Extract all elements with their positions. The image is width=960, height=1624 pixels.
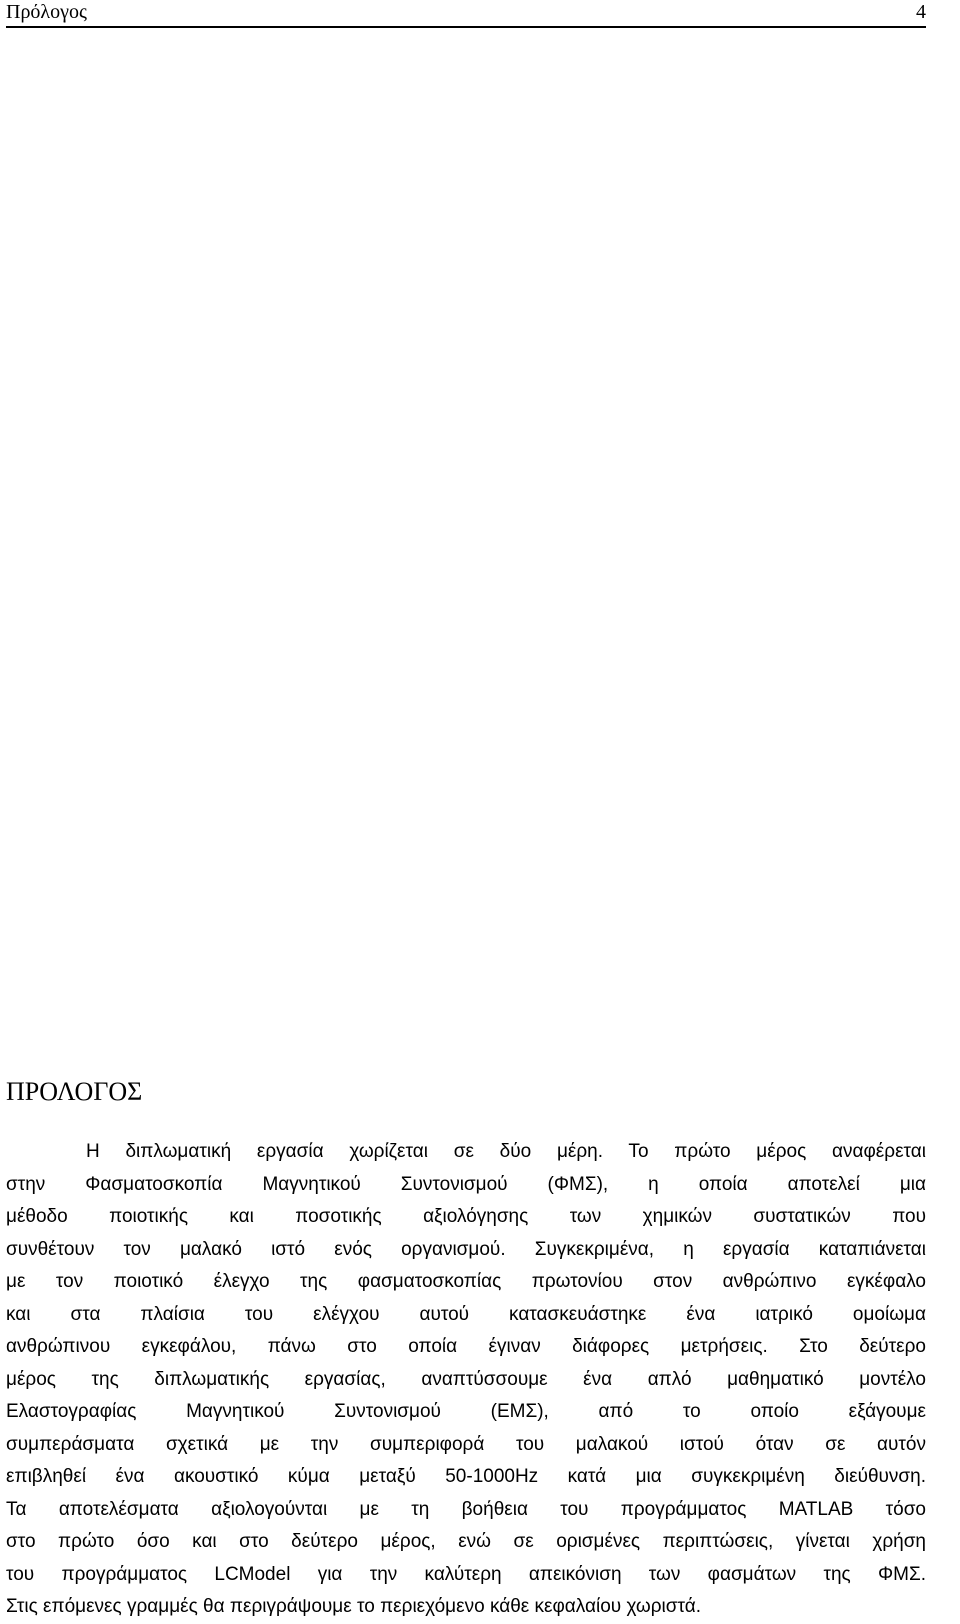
text-line: μέρος της διπλωματικής εργασίας, αναπτύσσουμε ένα απλό μαθηματικό μοντέλο: [6, 1368, 926, 1390]
running-header: [6, 0, 926, 28]
text-line: συνθέτουν τον μαλακό ιστό ενός οργανισμού. Συγκεκριμένα, η εργασία καταπιάνεται: [6, 1238, 926, 1260]
text-line: συμπεράσματα σχετικά με την συμπεριφορά του μαλακού ιστού όταν σε αυτόν: [6, 1433, 926, 1455]
text-line: Ελαστογραφίας Μαγνητικού Συντονισμού (ΕΜΣ), από το οποίο εξάγουμε: [6, 1401, 926, 1422]
text-line: και στα πλαίσια του ελέγχου αυτού κατασκευάστηκε ένα ιατρικό ομοίωμα: [6, 1303, 926, 1325]
text-line: στο πρώτο όσο και στο δεύτερο μέρος, ενώ σε ορισμένες περιπτώσεις, γίνεται χρήση: [6, 1531, 926, 1552]
text-line: του προγράμματος LCModel για την καλύτερη απεικόνιση των φασμάτων της ΦΜΣ.: [6, 1563, 926, 1585]
section-heading: ΠΡΟΛΟΓΟΣ: [6, 1077, 143, 1106]
text-line: ανθρώπινου εγκεφάλου, πάνω στο οποία έγιναν διάφορες μετρήσεις. Στο δεύτερο: [6, 1336, 926, 1357]
running-header-title: Πρόλογος: [6, 1, 87, 23]
text-line: επιβληθεί ένα ακουστικό κύμα μεταξύ 50-1000Hz κατά μια συγκεκριμένη διεύθυνση.: [6, 1466, 926, 1487]
text-line: μέθοδο ποιοτικής και ποσοτικής αξιολόγησης των χημικών συστατικών που: [6, 1206, 926, 1227]
text-line: στην Φασματοσκοπία Μαγνητικού Συντονισμού (ΦΜΣ), η οποία αποτελεί μια: [6, 1173, 926, 1195]
text-line: Η διπλωματική εργασία χωρίζεται σε δύο μέρη. Το πρώτο μέρος αναφέρεται: [86, 1141, 926, 1162]
page-number: 4: [916, 1, 926, 23]
text-line: με τον ποιοτικό έλεγχο της φασματοσκοπίας πρωτονίου στον ανθρώπινο εγκέφαλο: [6, 1271, 926, 1292]
body-paragraph: [6, 1136, 926, 1624]
text-line: Τα αποτελέσματα αξιολογούνται με τη βοήθεια του προγράμματος MATLAB τόσο: [6, 1498, 926, 1520]
text-line: Στις επόμενες γραμμές θα περιγράψουμε το περιεχόμενο κάθε κεφαλαίου χωριστά.: [6, 1596, 701, 1617]
